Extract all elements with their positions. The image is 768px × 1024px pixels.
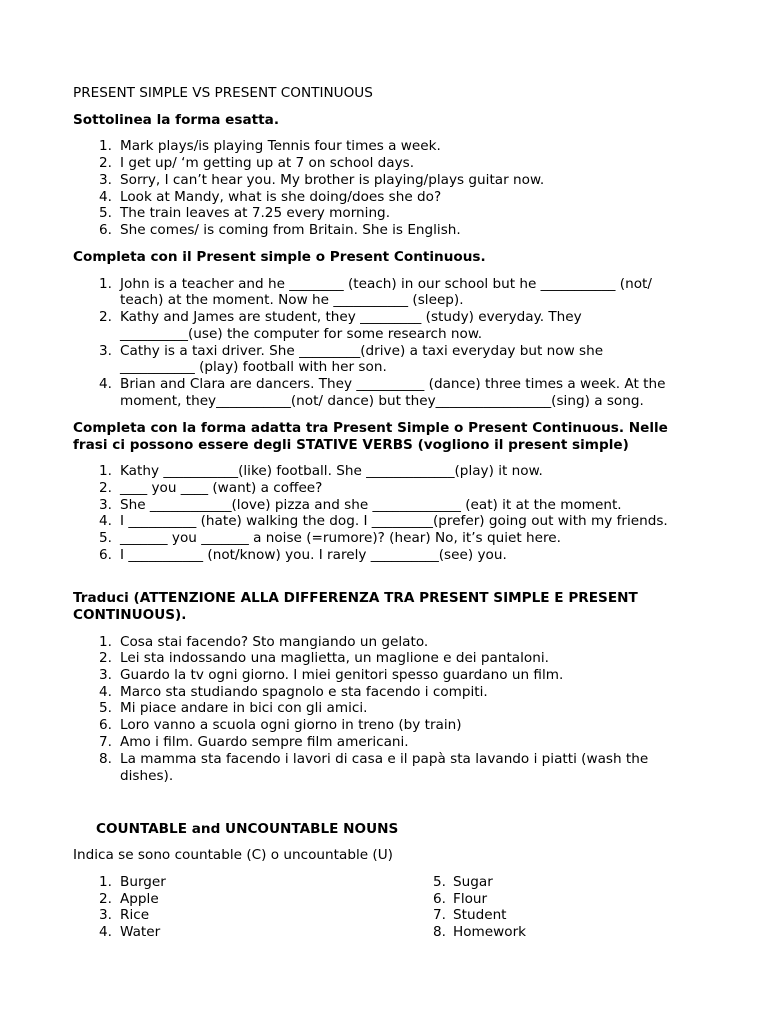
list-item-line: La mamma sta facendo i lavori di casa e il papà sta lavando i piatti (wash the [120, 751, 649, 767]
section5-heading: COUNTABLE and UNCOUNTABLE NOUNS [96, 821, 399, 837]
list-item: Lei sta indossando una maglietta, un maglione e dei pantaloni. [120, 650, 549, 666]
list-item-number: 2. [99, 891, 112, 907]
list-item-number: 6. [99, 717, 112, 733]
list-item-number: 4. [99, 376, 112, 392]
list-item-number: 5. [99, 700, 112, 716]
list-item: Student [453, 907, 507, 923]
list-item: Amo i film. Guardo sempre film americani. [120, 734, 409, 750]
list-item: Kathy ___________(like) football. She _____________(play) it now. [120, 463, 543, 479]
list-item-line: Cathy is a taxi driver. She _________(drive) a taxi everyday but now she [120, 343, 604, 359]
list-item-number: 2. [99, 650, 112, 666]
section3-heading-line2: frasi ci possono essere degli STATIVE VERBS (vogliono il present simple) [73, 437, 629, 453]
list-item-line: John is a teacher and he ________ (teach) in our school but he ___________ (not/ [120, 276, 652, 292]
list-item-number: 5. [99, 205, 112, 221]
list-item: ____ you ____ (want) a coffee? [120, 480, 323, 496]
list-item: Sugar [453, 874, 493, 890]
list-item: I __________ (hate) walking the dog. I _________(prefer) going out with my friends. [120, 513, 668, 529]
section4-heading-line1: Traduci (ATTENZIONE ALLA DIFFERENZA TRA PRESENT SIMPLE E PRESENT [73, 590, 638, 606]
list-item-number: 4. [99, 189, 112, 205]
list-item-number: 3. [99, 343, 112, 359]
list-item-number: 8. [99, 751, 112, 767]
list-item-number: 1. [99, 634, 112, 650]
list-item: Apple [120, 891, 159, 907]
list-item: Mark plays/is playing Tennis four times a week. [120, 138, 441, 154]
list-item-number: 2. [99, 480, 112, 496]
list-item-number: 3. [99, 497, 112, 513]
list-item: She ____________(love) pizza and she _____________ (eat) it at the moment. [120, 497, 622, 513]
list-item-number: 7. [99, 734, 112, 750]
section1-heading: Sottolinea la forma esatta. [73, 112, 279, 128]
section3-heading-line1: Completa con la forma adatta tra Present Simple o Present Continuous. Nelle [73, 420, 668, 436]
list-item-number: 4. [99, 924, 112, 940]
list-item-number: 3. [99, 172, 112, 188]
list-item: _______ you _______ a noise (=rumore)? (hear) No, it’s quiet here. [120, 530, 561, 546]
list-item-number: 8. [433, 924, 446, 940]
list-item: Marco sta studiando spagnolo e sta facendo i compiti. [120, 684, 488, 700]
list-item-number: 6. [99, 222, 112, 238]
list-item: Cosa stai facendo? Sto mangiando un gelato. [120, 634, 429, 650]
list-item-line: moment, they___________(not/ dance) but they_________________(sing) a song. [120, 393, 644, 409]
list-item: The train leaves at 7.25 every morning. [120, 205, 391, 221]
list-item-line: Kathy and James are student, they _________ (study) everyday. They [120, 309, 582, 325]
list-item: She comes/ is coming from Britain. She is English. [120, 222, 461, 238]
list-item-line: Brian and Clara are dancers. They __________ (dance) three times a week. At the [120, 376, 666, 392]
list-item: Mi piace andare in bici con gli amici. [120, 700, 368, 716]
list-item-number: 1. [99, 276, 112, 292]
list-item-number: 2. [99, 309, 112, 325]
list-item: Burger [120, 874, 166, 890]
list-item-number: 4. [99, 684, 112, 700]
list-item-line: ___________ (play) football with her son. [120, 359, 387, 375]
list-item: Sorry, I can’t hear you. My brother is playing/plays guitar now. [120, 172, 545, 188]
list-item-line: dishes). [120, 768, 174, 784]
list-item: I ___________ (not/know) you. I rarely __________(see) you. [120, 547, 507, 563]
list-item-number: 6. [99, 547, 112, 563]
list-item-number: 1. [99, 138, 112, 154]
list-item-line: teach) at the moment. Now he ___________ (sleep). [120, 292, 464, 308]
list-item: Look at Mandy, what is she doing/does she do? [120, 189, 442, 205]
list-item-number: 4. [99, 513, 112, 529]
page-title: PRESENT SIMPLE VS PRESENT CONTINUOUS [73, 85, 373, 101]
list-item: Homework [453, 924, 527, 940]
list-item-number: 5. [433, 874, 446, 890]
list-item: Guardo la tv ogni giorno. I miei genitori spesso guardano un film. [120, 667, 564, 683]
list-item-number: 2. [99, 155, 112, 171]
list-item-number: 1. [99, 874, 112, 890]
list-item: I get up/ ‘m getting up at 7 on school days. [120, 155, 415, 171]
section2-heading: Completa con il Present simple o Present Continuous. [73, 249, 486, 265]
list-item-number: 7. [433, 907, 446, 923]
list-item-number: 1. [99, 463, 112, 479]
list-item: Loro vanno a scuola ogni giorno in treno (by train) [120, 717, 462, 733]
section5-instruction: Indica se sono countable (C) o uncountable (U) [73, 847, 393, 863]
list-item-line: __________(use) the computer for some research now. [120, 326, 483, 342]
list-item: Rice [120, 907, 150, 923]
section4-heading-line2: CONTINUOUS). [73, 607, 187, 623]
list-item-number: 3. [99, 667, 112, 683]
list-item: Water [120, 924, 161, 940]
list-item-number: 5. [99, 530, 112, 546]
list-item: Flour [453, 891, 488, 907]
list-item-number: 6. [433, 891, 446, 907]
list-item-number: 3. [99, 907, 112, 923]
